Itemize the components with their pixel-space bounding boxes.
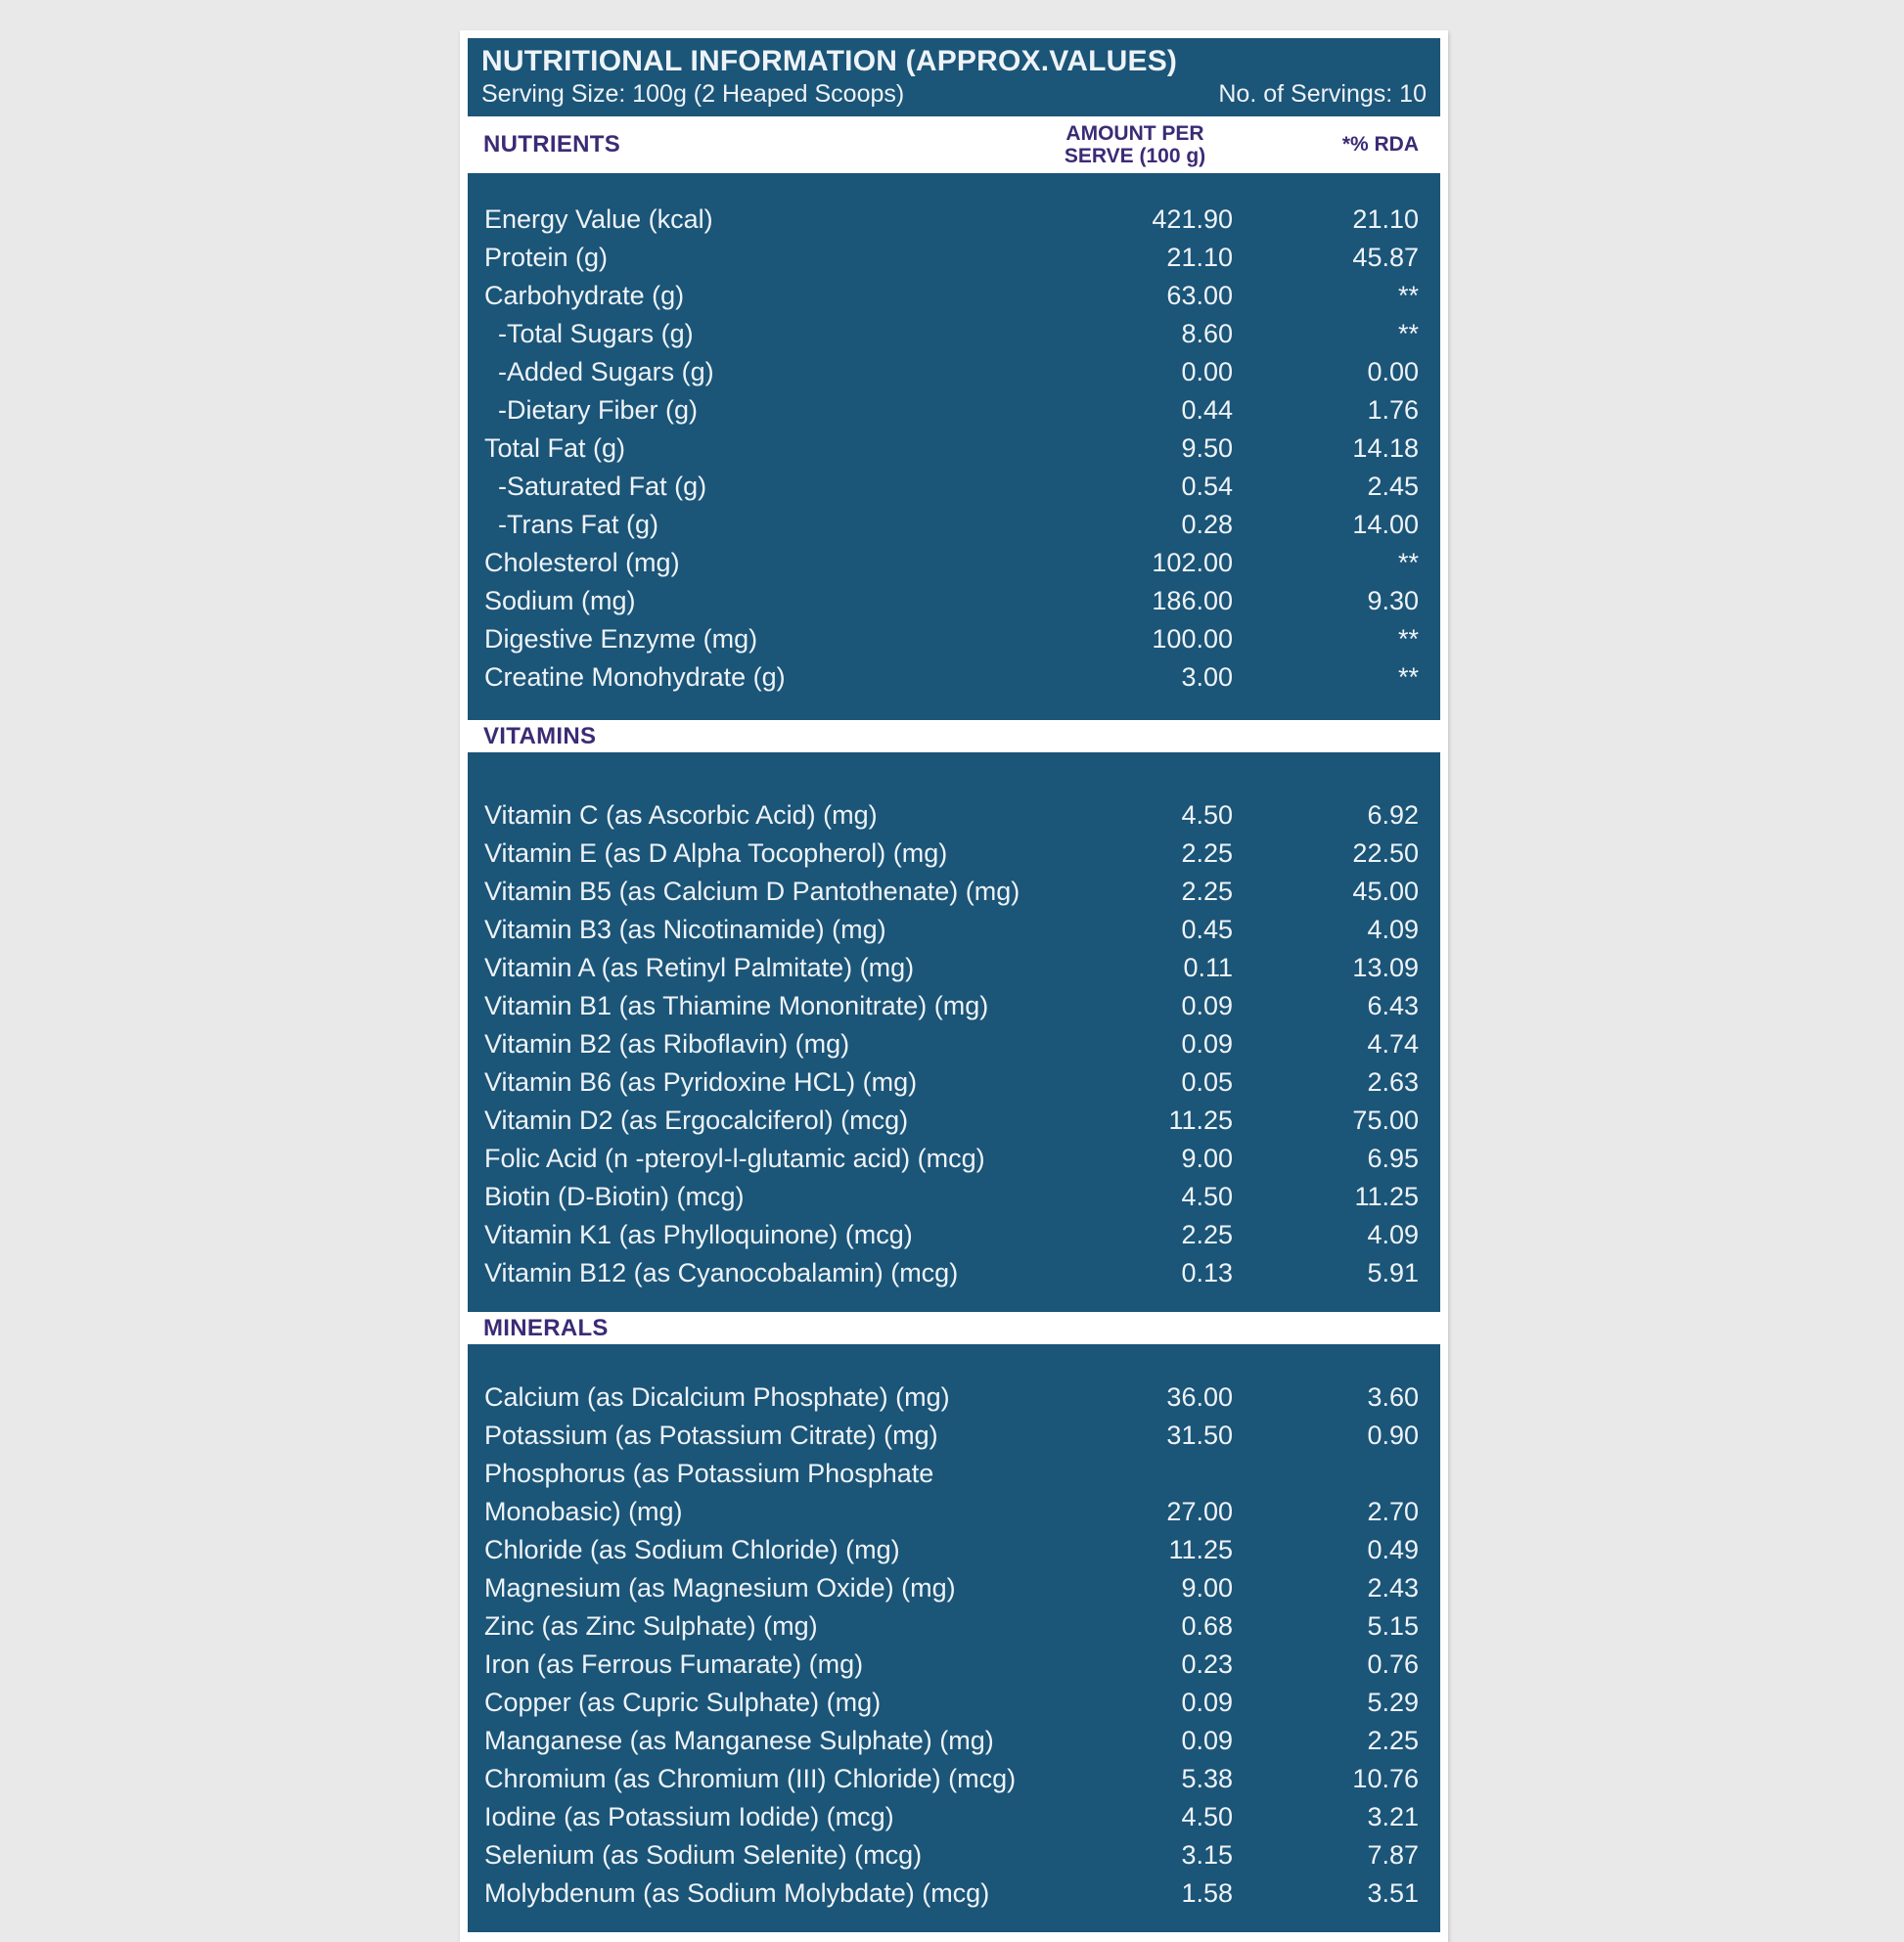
title-band: [468, 38, 1440, 116]
nutrient-rda-value: 45.00: [1352, 877, 1419, 906]
nutrient-row: [468, 239, 1440, 277]
nutrient-name: Iron (as Ferrous Fumarate) (mg): [484, 1649, 864, 1679]
nutrient-amount-value: 0.68: [1181, 1611, 1233, 1641]
nutrient-rda-value: 10.76: [1352, 1764, 1419, 1793]
nutrient-name: Vitamin B12 (as Cyanocobalamin) (mcg): [484, 1258, 959, 1287]
nutrient-rda-value: 0.49: [1367, 1535, 1419, 1564]
nutrient-name: Vitamin A (as Retinyl Palmitate) (mg): [484, 953, 915, 982]
nutrient-row: [468, 315, 1440, 353]
nutrient-name: Selenium (as Sodium Selenite) (mcg): [484, 1840, 923, 1870]
nutrient-amount-value: 0.09: [1181, 1726, 1233, 1755]
nutrient-row: [468, 1025, 1440, 1063]
nutrient-row: [468, 658, 1440, 697]
minerals-section-heading: [468, 1312, 1440, 1344]
nutrient-amount-value: 0.23: [1181, 1649, 1233, 1679]
nutrient-row: [468, 1063, 1440, 1102]
nutrient-rda-value: 2.63: [1367, 1067, 1419, 1097]
nutrient-amount-value: 3.00: [1181, 662, 1233, 692]
nutrient-amount-value: 21.10: [1166, 243, 1233, 272]
servings-count-text: No. of Servings: 10: [1218, 80, 1427, 108]
nutrient-row: [468, 277, 1440, 315]
nutrient-row: [468, 391, 1440, 429]
nutrient-amount-value: 102.00: [1152, 548, 1233, 577]
nutrient-row: [468, 1607, 1440, 1646]
column-header-nutrients: NUTRIENTS: [483, 131, 621, 158]
column-header-rda: *% RDA: [1341, 133, 1419, 156]
nutrient-row: [468, 949, 1440, 987]
nutrient-rda-value: 6.43: [1367, 991, 1419, 1020]
nutrient-rda-value: 0.90: [1367, 1421, 1419, 1450]
nutrient-rda-value: 13.09: [1352, 953, 1419, 982]
nutrient-name: Energy Value (kcal): [484, 204, 713, 234]
nutrient-row: [468, 1684, 1440, 1722]
nutrient-rda-value: 4.09: [1367, 1220, 1419, 1249]
nutrient-name: Manganese (as Manganese Sulphate) (mg): [484, 1726, 994, 1755]
nutrient-rda-value: 5.15: [1367, 1611, 1419, 1641]
nutrient-amount-value: 9.00: [1181, 1144, 1233, 1173]
nutrient-row: [468, 1874, 1440, 1913]
nutrient-name: -Total Sugars (g): [498, 319, 694, 348]
nutrient-amount-value: 0.05: [1181, 1067, 1233, 1097]
nutrient-rda-value: **: [1397, 548, 1419, 577]
nutrient-rda-value: 0.00: [1367, 357, 1419, 386]
nutrient-name: Vitamin D2 (as Ergocalciferol) (mcg): [484, 1106, 909, 1135]
nutrient-row: [468, 1178, 1440, 1216]
nutrient-amount-value: 0.09: [1181, 1688, 1233, 1717]
nutrient-rda-value: 7.87: [1367, 1840, 1419, 1870]
nutrient-amount-value: 0.09: [1181, 991, 1233, 1020]
nutrient-rda-value: 0.76: [1367, 1649, 1419, 1679]
nutrient-row: [468, 1455, 1440, 1531]
nutrient-rda-value: **: [1397, 624, 1419, 654]
nutrient-row: [468, 1216, 1440, 1254]
nutrient-rda-value: 5.29: [1367, 1688, 1419, 1717]
nutrient-row: [468, 544, 1440, 582]
nutrient-name: Magnesium (as Magnesium Oxide) (mg): [484, 1573, 956, 1603]
nutrient-amount-value: 421.90: [1152, 204, 1233, 234]
nutrient-name: Copper (as Cupric Sulphate) (mg): [484, 1688, 882, 1717]
nutrient-name: Digestive Enzyme (mg): [484, 624, 758, 654]
nutrient-name: Creatine Monohydrate (g): [484, 662, 786, 692]
nutrient-name: Iodine (as Potassium Iodide) (mcg): [484, 1802, 894, 1831]
nutrient-name: -Dietary Fiber (g): [498, 395, 699, 425]
nutrient-name: Vitamin C (as Ascorbic Acid) (mg): [484, 800, 878, 830]
nutrient-amount-value: 1.58: [1181, 1878, 1233, 1908]
nutrient-name: Vitamin B3 (as Nicotinamide) (mg): [484, 915, 886, 944]
nutrient-name: Vitamin B5 (as Calcium D Pantothenate) (mg): [484, 877, 1020, 906]
nutrient-row: [468, 429, 1440, 468]
nutrient-row: [468, 1569, 1440, 1607]
minerals-section: [468, 1344, 1440, 1932]
nutrient-rda-value: 1.76: [1367, 395, 1419, 425]
nutrient-rda-value: 3.60: [1367, 1382, 1419, 1412]
minerals-section-label: MINERALS: [483, 1314, 609, 1341]
nutrition-panel: [460, 30, 1448, 1942]
nutrient-row: [468, 353, 1440, 391]
nutrient-amount-value: 186.00: [1152, 586, 1233, 615]
nutrient-amount-value: 9.50: [1181, 433, 1233, 463]
nutrient-amount-value: 3.15: [1181, 1840, 1233, 1870]
nutrient-name: Folic Acid (n -pteroyl-l-glutamic acid) (mcg): [484, 1144, 985, 1173]
nutrient-row: [468, 987, 1440, 1025]
nutrient-rda-value: 2.70: [1367, 1497, 1419, 1526]
nutrient-row: [468, 1722, 1440, 1760]
vitamins-section-heading: [468, 720, 1440, 752]
nutrient-amount-value: 0.54: [1181, 472, 1233, 501]
nutrient-name: Vitamin K1 (as Phylloquinone) (mcg): [484, 1220, 913, 1249]
nutrient-row: [468, 201, 1440, 239]
nutrient-amount-value: 8.60: [1181, 319, 1233, 348]
nutrient-name: Carbohydrate (g): [484, 281, 685, 310]
nutrient-rda-value: 2.25: [1367, 1726, 1419, 1755]
nutrient-rda-value: 75.00: [1352, 1106, 1419, 1135]
nutrient-name: -Trans Fat (g): [498, 510, 659, 539]
nutrient-rda-value: **: [1397, 319, 1419, 348]
nutrient-rda-value: 22.50: [1352, 838, 1419, 868]
nutrient-name: Cholesterol (mg): [484, 548, 680, 577]
nutrient-rda-value: 45.87: [1352, 243, 1419, 272]
nutrient-amount-value: 100.00: [1152, 624, 1233, 654]
nutrient-amount-value: 11.25: [1168, 1106, 1233, 1135]
nutrient-name: -Added Sugars (g): [498, 357, 714, 386]
nutrient-rda-value: 2.45: [1367, 472, 1419, 501]
nutrient-rda-value: 4.74: [1367, 1029, 1419, 1059]
nutrient-amount-value: 2.25: [1181, 1220, 1233, 1249]
nutrient-row: [468, 1531, 1440, 1569]
nutrient-row: [468, 873, 1440, 911]
nutrient-amount-value: 4.50: [1181, 1182, 1233, 1211]
nutrient-name: Biotin (D-Biotin) (mcg): [484, 1182, 745, 1211]
columns-header-row: [468, 116, 1440, 173]
nutrient-rda-value: 21.10: [1352, 204, 1419, 234]
nutrient-name: Molybdenum (as Sodium Molybdate) (mcg): [484, 1878, 990, 1908]
nutrient-rda-value: 5.91: [1367, 1258, 1419, 1287]
nutrient-name: Total Fat (g): [484, 433, 626, 463]
nutrient-row: [468, 1102, 1440, 1140]
nutrient-row: [468, 1254, 1440, 1292]
nutrients-section: [468, 173, 1440, 720]
nutrient-rda-value: 14.18: [1352, 433, 1419, 463]
nutrient-rda-value: 4.09: [1367, 915, 1419, 944]
nutrient-rda-value: **: [1397, 662, 1419, 692]
nutrient-amount-value: 0.44: [1181, 395, 1233, 425]
nutrient-row: [468, 1646, 1440, 1684]
column-header-amount-per-serve: AMOUNT PER SERVE (100 g): [1064, 122, 1206, 167]
nutrient-rda-value: 14.00: [1352, 510, 1419, 539]
nutrient-name: Phosphorus (as Potassium Phosphate Monobasic) (mg): [484, 1459, 934, 1526]
nutrient-rda-value: 3.21: [1367, 1802, 1419, 1831]
vitamins-section: [468, 752, 1440, 1312]
nutrient-amount-value: 0.28: [1181, 510, 1233, 539]
nutrient-amount-value: 63.00: [1166, 281, 1233, 310]
nutrient-rda-value: 6.95: [1367, 1144, 1419, 1173]
nutrient-rda-value: 3.51: [1367, 1878, 1419, 1908]
nutrient-row: [468, 796, 1440, 835]
nutrient-row: [468, 1140, 1440, 1178]
nutrient-row: [468, 506, 1440, 544]
nutrient-row: [468, 911, 1440, 949]
nutrient-row: [468, 1378, 1440, 1417]
nutrient-amount-value: 0.45: [1181, 915, 1233, 944]
nutrient-amount-value: 4.50: [1181, 800, 1233, 830]
nutrient-row: [468, 1760, 1440, 1798]
nutrient-name: Potassium (as Potassium Citrate) (mg): [484, 1421, 938, 1450]
nutrient-amount-value: 0.13: [1181, 1258, 1233, 1287]
nutrient-row: [468, 468, 1440, 506]
nutrient-amount-value: 0.09: [1181, 1029, 1233, 1059]
nutrient-amount-value: 0.11: [1183, 953, 1233, 982]
panel-title: NUTRITIONAL INFORMATION (APPROX.VALUES): [481, 45, 1178, 77]
nutrient-row: [468, 835, 1440, 873]
nutrient-row: [468, 1417, 1440, 1455]
nutrient-name: Zinc (as Zinc Sulphate) (mg): [484, 1611, 818, 1641]
nutrient-rda-value: 9.30: [1367, 586, 1419, 615]
nutrient-row: [468, 1836, 1440, 1874]
nutrient-rda-value: 11.25: [1354, 1182, 1419, 1211]
nutrient-amount-value: 2.25: [1181, 877, 1233, 906]
nutrient-name: Calcium (as Dicalcium Phosphate) (mg): [484, 1382, 950, 1412]
nutrient-amount-value: 0.00: [1181, 357, 1233, 386]
nutrient-name: Chromium (as Chromium (III) Chloride) (mcg): [484, 1764, 1017, 1793]
nutrient-name: -Saturated Fat (g): [498, 472, 707, 501]
nutrient-name: Vitamin B2 (as Riboflavin) (mg): [484, 1029, 850, 1059]
nutrient-amount-value: 5.38: [1181, 1764, 1233, 1793]
nutrient-amount-value: 27.00: [1166, 1497, 1233, 1526]
nutrient-name: Vitamin B1 (as Thiamine Mononitrate) (mg): [484, 991, 989, 1020]
nutrient-rda-value: 6.92: [1367, 800, 1419, 830]
nutrient-rda-value: 2.43: [1367, 1573, 1419, 1603]
nutrient-rda-value: **: [1397, 281, 1419, 310]
nutrient-row: [468, 620, 1440, 658]
nutrient-amount-value: 11.25: [1168, 1535, 1233, 1564]
nutrient-name: Chloride (as Sodium Chloride) (mg): [484, 1535, 900, 1564]
nutrient-name: Sodium (mg): [484, 586, 636, 615]
nutrient-row: [468, 582, 1440, 620]
nutrient-amount-value: 4.50: [1181, 1802, 1233, 1831]
nutrient-name: Protein (g): [484, 243, 609, 272]
nutrient-name: Vitamin B6 (as Pyridoxine HCL) (mg): [484, 1067, 918, 1097]
serving-size-text: Serving Size: 100g (2 Heaped Scoops): [481, 80, 905, 108]
nutrient-amount-value: 36.00: [1166, 1382, 1233, 1412]
nutrient-row: [468, 1798, 1440, 1836]
nutrient-amount-value: 31.50: [1166, 1421, 1233, 1450]
nutrient-amount-value: 2.25: [1181, 838, 1233, 868]
nutrient-name: Vitamin E (as D Alpha Tocopherol) (mg): [484, 838, 948, 868]
nutrient-amount-value: 9.00: [1181, 1573, 1233, 1603]
vitamins-section-label: VITAMINS: [483, 722, 597, 749]
